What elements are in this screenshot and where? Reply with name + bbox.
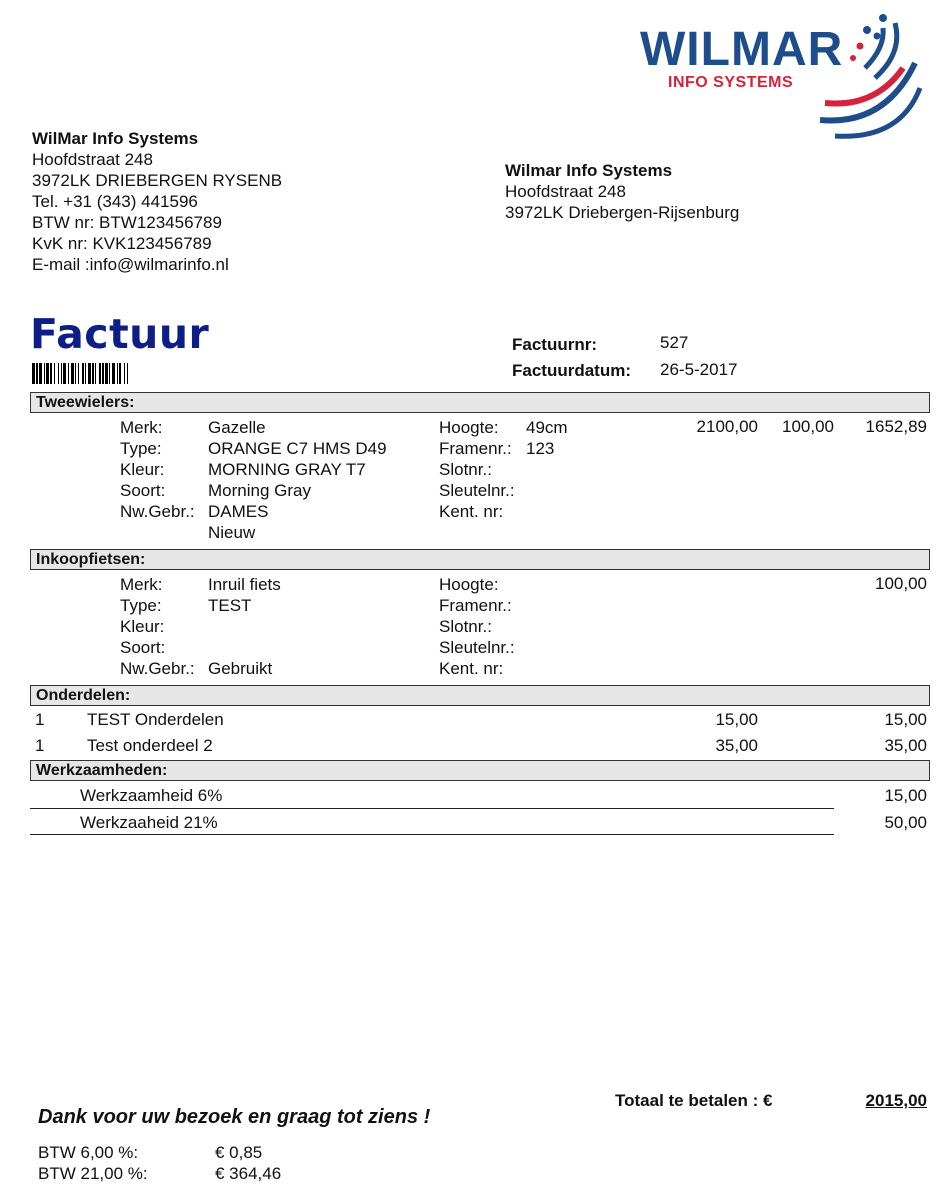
section-header: Inkoopfietsen:: [36, 551, 146, 568]
field-value: Nieuw: [208, 523, 256, 542]
inkoop-labels2: [439, 574, 515, 679]
field-value: 49cm: [526, 418, 568, 437]
divider: [30, 834, 834, 835]
row-desc: Werkzaamheid 6%: [80, 786, 223, 805]
field-value: [208, 616, 281, 637]
sender-line: KvK nr: KVK123456789: [32, 234, 212, 253]
sender-line: E-mail :info@wilmarinfo.nl: [32, 255, 229, 274]
field-label: Kent. nr:: [439, 659, 504, 678]
section-header: Tweewielers:: [36, 394, 135, 411]
field-label: Sleutelnr.:: [439, 481, 515, 500]
page-title: Factuur: [30, 310, 210, 358]
row-desc: Werkzaaheid 21%: [80, 813, 218, 832]
field-label: Type:: [120, 596, 162, 615]
logo-waves-icon: [805, 8, 925, 143]
field-label: Sleutelnr.:: [439, 638, 515, 657]
field-label: Nw.Gebr.:: [120, 659, 195, 678]
field-label: Kent. nr:: [439, 502, 504, 521]
field-value: TEST: [208, 596, 252, 615]
recipient-name: Wilmar Info Systems: [505, 161, 673, 180]
field-value: MORNING GRAY T7: [208, 460, 366, 479]
total-label: Totaal te betalen : €: [615, 1091, 773, 1110]
field-value: ORANGE C7 HMS D49: [208, 439, 387, 458]
field-value: [208, 637, 281, 658]
sender-name: WilMar Info Systems: [32, 129, 199, 148]
field-label: Type:: [120, 439, 162, 458]
field-label: Kleur:: [120, 617, 165, 636]
row-qty: 1: [35, 710, 45, 729]
field-label: Hoogte:: [439, 575, 499, 594]
field-value: 123: [526, 439, 555, 458]
field-label: Hoogte:: [439, 418, 499, 437]
recipient-line: 3972LK Driebergen-Rijsenburg: [505, 203, 740, 222]
btw-value: € 364,46: [215, 1164, 282, 1183]
field-value: DAMES: [208, 502, 269, 521]
recipient-block: [505, 160, 739, 223]
btw-label: BTW 6,00 %:: [38, 1143, 139, 1162]
inkoop-values: [208, 574, 281, 679]
sender-line: 3972LK DRIEBERGEN RYSENB: [32, 171, 283, 190]
row-desc: Test onderdeel 2: [87, 736, 213, 755]
tweewielers-values: [208, 417, 387, 543]
field-value: Morning Gray: [208, 481, 311, 500]
row-total: 15,00: [884, 786, 927, 805]
company-logo: [640, 8, 925, 143]
section-inkoopfietsen: [30, 549, 930, 570]
invoice-date-label: Factuurdatum:: [512, 361, 631, 380]
recipient-line: Hoofdstraat 248: [505, 182, 626, 201]
section-header: Werkzaamheden:: [36, 762, 168, 779]
field-label: Framenr.:: [439, 439, 512, 458]
field-label: Soort:: [120, 638, 166, 657]
field-label: Framenr.:: [439, 596, 512, 615]
row-qty: 1: [35, 736, 45, 755]
barcode-icon: [32, 363, 214, 384]
btw-label: BTW 21,00 %:: [38, 1164, 148, 1183]
logo-subtitle: INFO SYSTEMS: [668, 74, 794, 91]
thanks-message: Dank voor uw bezoek en graag tot ziens !: [38, 1106, 431, 1128]
row-total: 35,00: [884, 736, 927, 755]
field-label: Slotnr.:: [439, 460, 492, 479]
field-label: Kleur:: [120, 460, 165, 479]
field-label: Merk:: [120, 575, 163, 594]
field-value: Inruil fiets: [208, 575, 281, 594]
row-total: 50,00: [884, 813, 927, 832]
inkoop-labels: [120, 574, 195, 679]
section-werkzaamheden: [30, 760, 930, 781]
row-desc: TEST Onderdelen: [87, 710, 224, 729]
tweewielers-values2: [526, 417, 568, 459]
sender-line: Hoofdstraat 248: [32, 150, 153, 169]
amount-price: 2100,00: [696, 417, 758, 436]
amount-discount: 100,00: [782, 417, 834, 436]
field-value: Gebruikt: [208, 659, 273, 678]
field-label: Nw.Gebr.:: [120, 502, 195, 521]
field-label: Slotnr.:: [439, 617, 492, 636]
invoice-date-value: 26-5-2017: [660, 360, 738, 379]
invoice-number-value: 527: [660, 333, 689, 352]
section-onderdelen: [30, 685, 930, 706]
field-label: Merk:: [120, 418, 163, 437]
sender-line: Tel. +31 (343) 441596: [32, 192, 198, 211]
sender-line: BTW nr: BTW123456789: [32, 213, 222, 232]
amount-total: 1652,89: [865, 417, 927, 436]
invoice-number-label: Factuurnr:: [512, 335, 597, 354]
total-value: 2015,00: [865, 1091, 927, 1110]
amount-total: 100,00: [875, 574, 927, 593]
section-header: Onderdelen:: [36, 687, 131, 704]
tweewielers-labels: [120, 417, 195, 522]
logo-wordmark: WILMAR: [640, 23, 844, 76]
sender-block: [32, 128, 282, 275]
btw-value: € 0,85: [215, 1143, 263, 1162]
tweewielers-labels2: [439, 417, 515, 522]
row-price: 35,00: [715, 736, 758, 755]
field-value: Gazelle: [208, 418, 266, 437]
field-label: Soort:: [120, 481, 166, 500]
section-tweewielers: [30, 392, 930, 413]
divider: [30, 808, 834, 809]
row-price: 15,00: [715, 710, 758, 729]
row-total: 15,00: [884, 710, 927, 729]
